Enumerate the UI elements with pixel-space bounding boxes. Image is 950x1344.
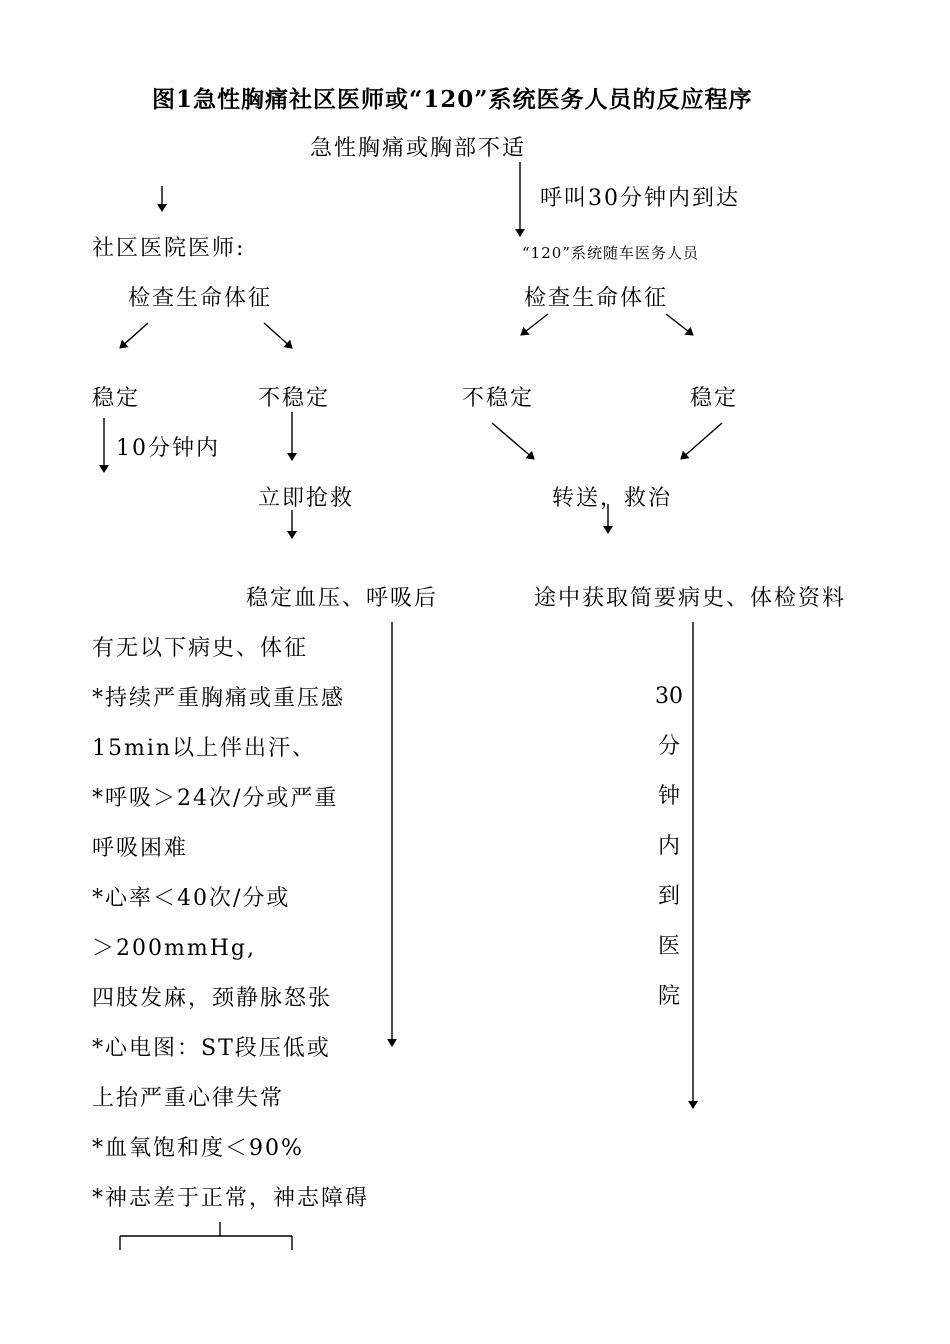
arrow-unstable-right-transfer bbox=[492, 423, 534, 459]
call-note: 呼叫30分钟内到达 bbox=[540, 186, 740, 211]
arrive-char: 医 bbox=[657, 934, 680, 959]
criteria-line: *呼吸＞24次/分或严重 bbox=[92, 786, 339, 811]
criteria-line: 上抬严重心律失常 bbox=[92, 1086, 285, 1111]
arrow-stable-right-transfer bbox=[681, 423, 722, 459]
node-ems-staff: “120”系统随车医务人员 bbox=[522, 244, 699, 262]
history-header: 有无以下病史、体征 bbox=[92, 636, 309, 661]
node-unstable-left: 不稳定 bbox=[258, 386, 331, 411]
criteria-line: ＞200mmHg, bbox=[92, 936, 256, 961]
node-stable-left: 稳定 bbox=[92, 386, 141, 411]
node-start: 急性胸痛或胸部不适 bbox=[310, 136, 527, 161]
arrow-check-right-stable bbox=[666, 314, 693, 335]
node-community-doctor: 社区医院医师: bbox=[92, 236, 246, 261]
node-stable-right: 稳定 bbox=[690, 386, 739, 411]
node-check-vitals-right: 检查生命体征 bbox=[524, 286, 669, 311]
node-transfer: 转送，救治 bbox=[552, 486, 673, 511]
criteria-line: *神志差于正常，神志障碍 bbox=[92, 1186, 370, 1211]
arrow-check-left-stable bbox=[120, 323, 148, 348]
criteria-line: 四肢发麻，颈静脉怒张 bbox=[92, 986, 333, 1011]
arrive-char: 内 bbox=[657, 834, 680, 859]
arrow-check-right-unstable bbox=[521, 314, 548, 335]
node-en-route: 途中获取简要病史、体检资料 bbox=[534, 586, 847, 611]
criteria-line: *心电图：ST段压低或 bbox=[92, 1036, 331, 1061]
criteria-line: 15min以上伴出汗、 bbox=[92, 736, 317, 761]
arrive-char: 到 bbox=[657, 884, 680, 909]
page-title: 图1急性胸痛社区医师或“120”系统医务人员的反应程序 bbox=[152, 86, 753, 113]
node-after-stable: 稳定血压、呼吸后 bbox=[246, 586, 439, 611]
node-unstable-right: 不稳定 bbox=[462, 386, 535, 411]
criteria-line: 呼吸困难 bbox=[92, 836, 189, 861]
arrive-char: 30 bbox=[655, 684, 683, 709]
criteria-line: *心率＜40次/分或 bbox=[92, 886, 291, 911]
criteria-line: *持续严重胸痛或重压感 bbox=[92, 686, 346, 711]
arrive-char: 院 bbox=[657, 984, 680, 1009]
arrive-char: 钟 bbox=[657, 784, 680, 809]
arrow-check-left-unstable bbox=[264, 323, 292, 348]
node-rescue: 立即抢救 bbox=[258, 486, 355, 511]
ten-minute-note: 10分钟内 bbox=[116, 436, 220, 461]
arrive-char: 分 bbox=[657, 734, 680, 759]
node-check-vitals-left: 检查生命体征 bbox=[128, 286, 273, 311]
criteria-line: *血氧饱和度＜90% bbox=[92, 1136, 304, 1161]
